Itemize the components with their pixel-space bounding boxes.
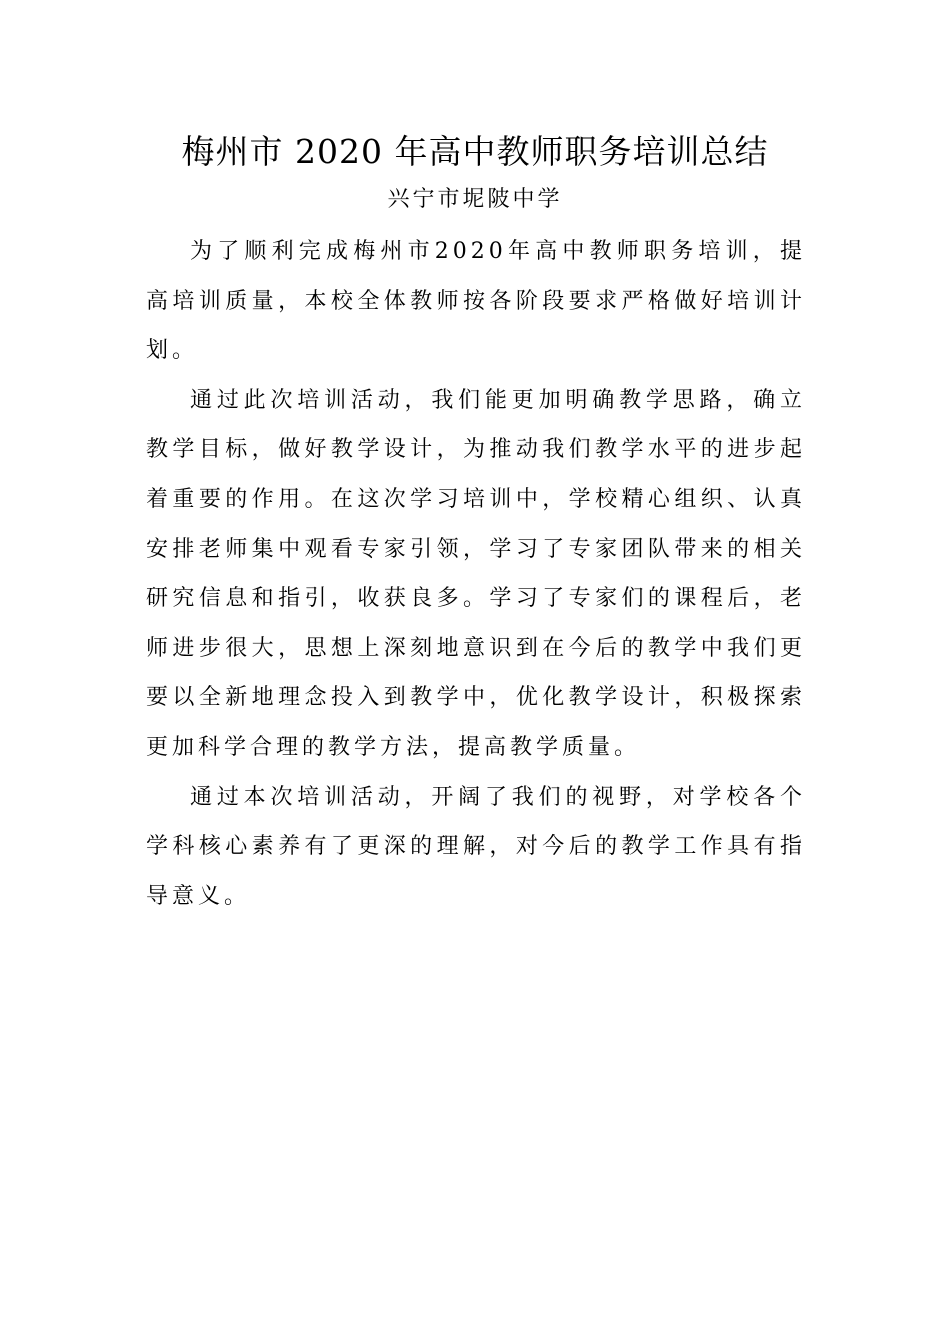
paragraph-main: 通过此次培训活动，我们能更加明确教学思路，确立教学目标，做好教学设计，为推动我们教学水平的进步起着重要的作用。在这次学习培训中，学校精心组织、认真安排老师集中观看专家引领，学习了专家团队带来的相关研究信息和指引，收获良多。学习了专家们的课程后，老师进步很大，思想上深刻地意识到在今后的教学中我们更要以全新地理念投入到教学中，优化教学设计，积极探索更加科学合理的教学方法，提高教学质量。 bbox=[146, 387, 806, 760]
document-title: 梅州市 2020 年高中教师职务培训总结 bbox=[181, 132, 769, 171]
document-body bbox=[146, 227, 806, 921]
paragraph-intro: 为了顺利完成梅州市2020年高中教师职务培训，提高培训质量，本校全体教师按各阶段要求严格做好培训计划。 bbox=[146, 239, 806, 364]
paragraph-conclusion: 通过本次培训活动，开阔了我们的视野，对学校各个学科核心素养有了更深的理解，对今后的教学工作具有指导意义。 bbox=[146, 784, 806, 909]
document-subtitle: 兴宁市坭陂中学 bbox=[387, 187, 563, 212]
